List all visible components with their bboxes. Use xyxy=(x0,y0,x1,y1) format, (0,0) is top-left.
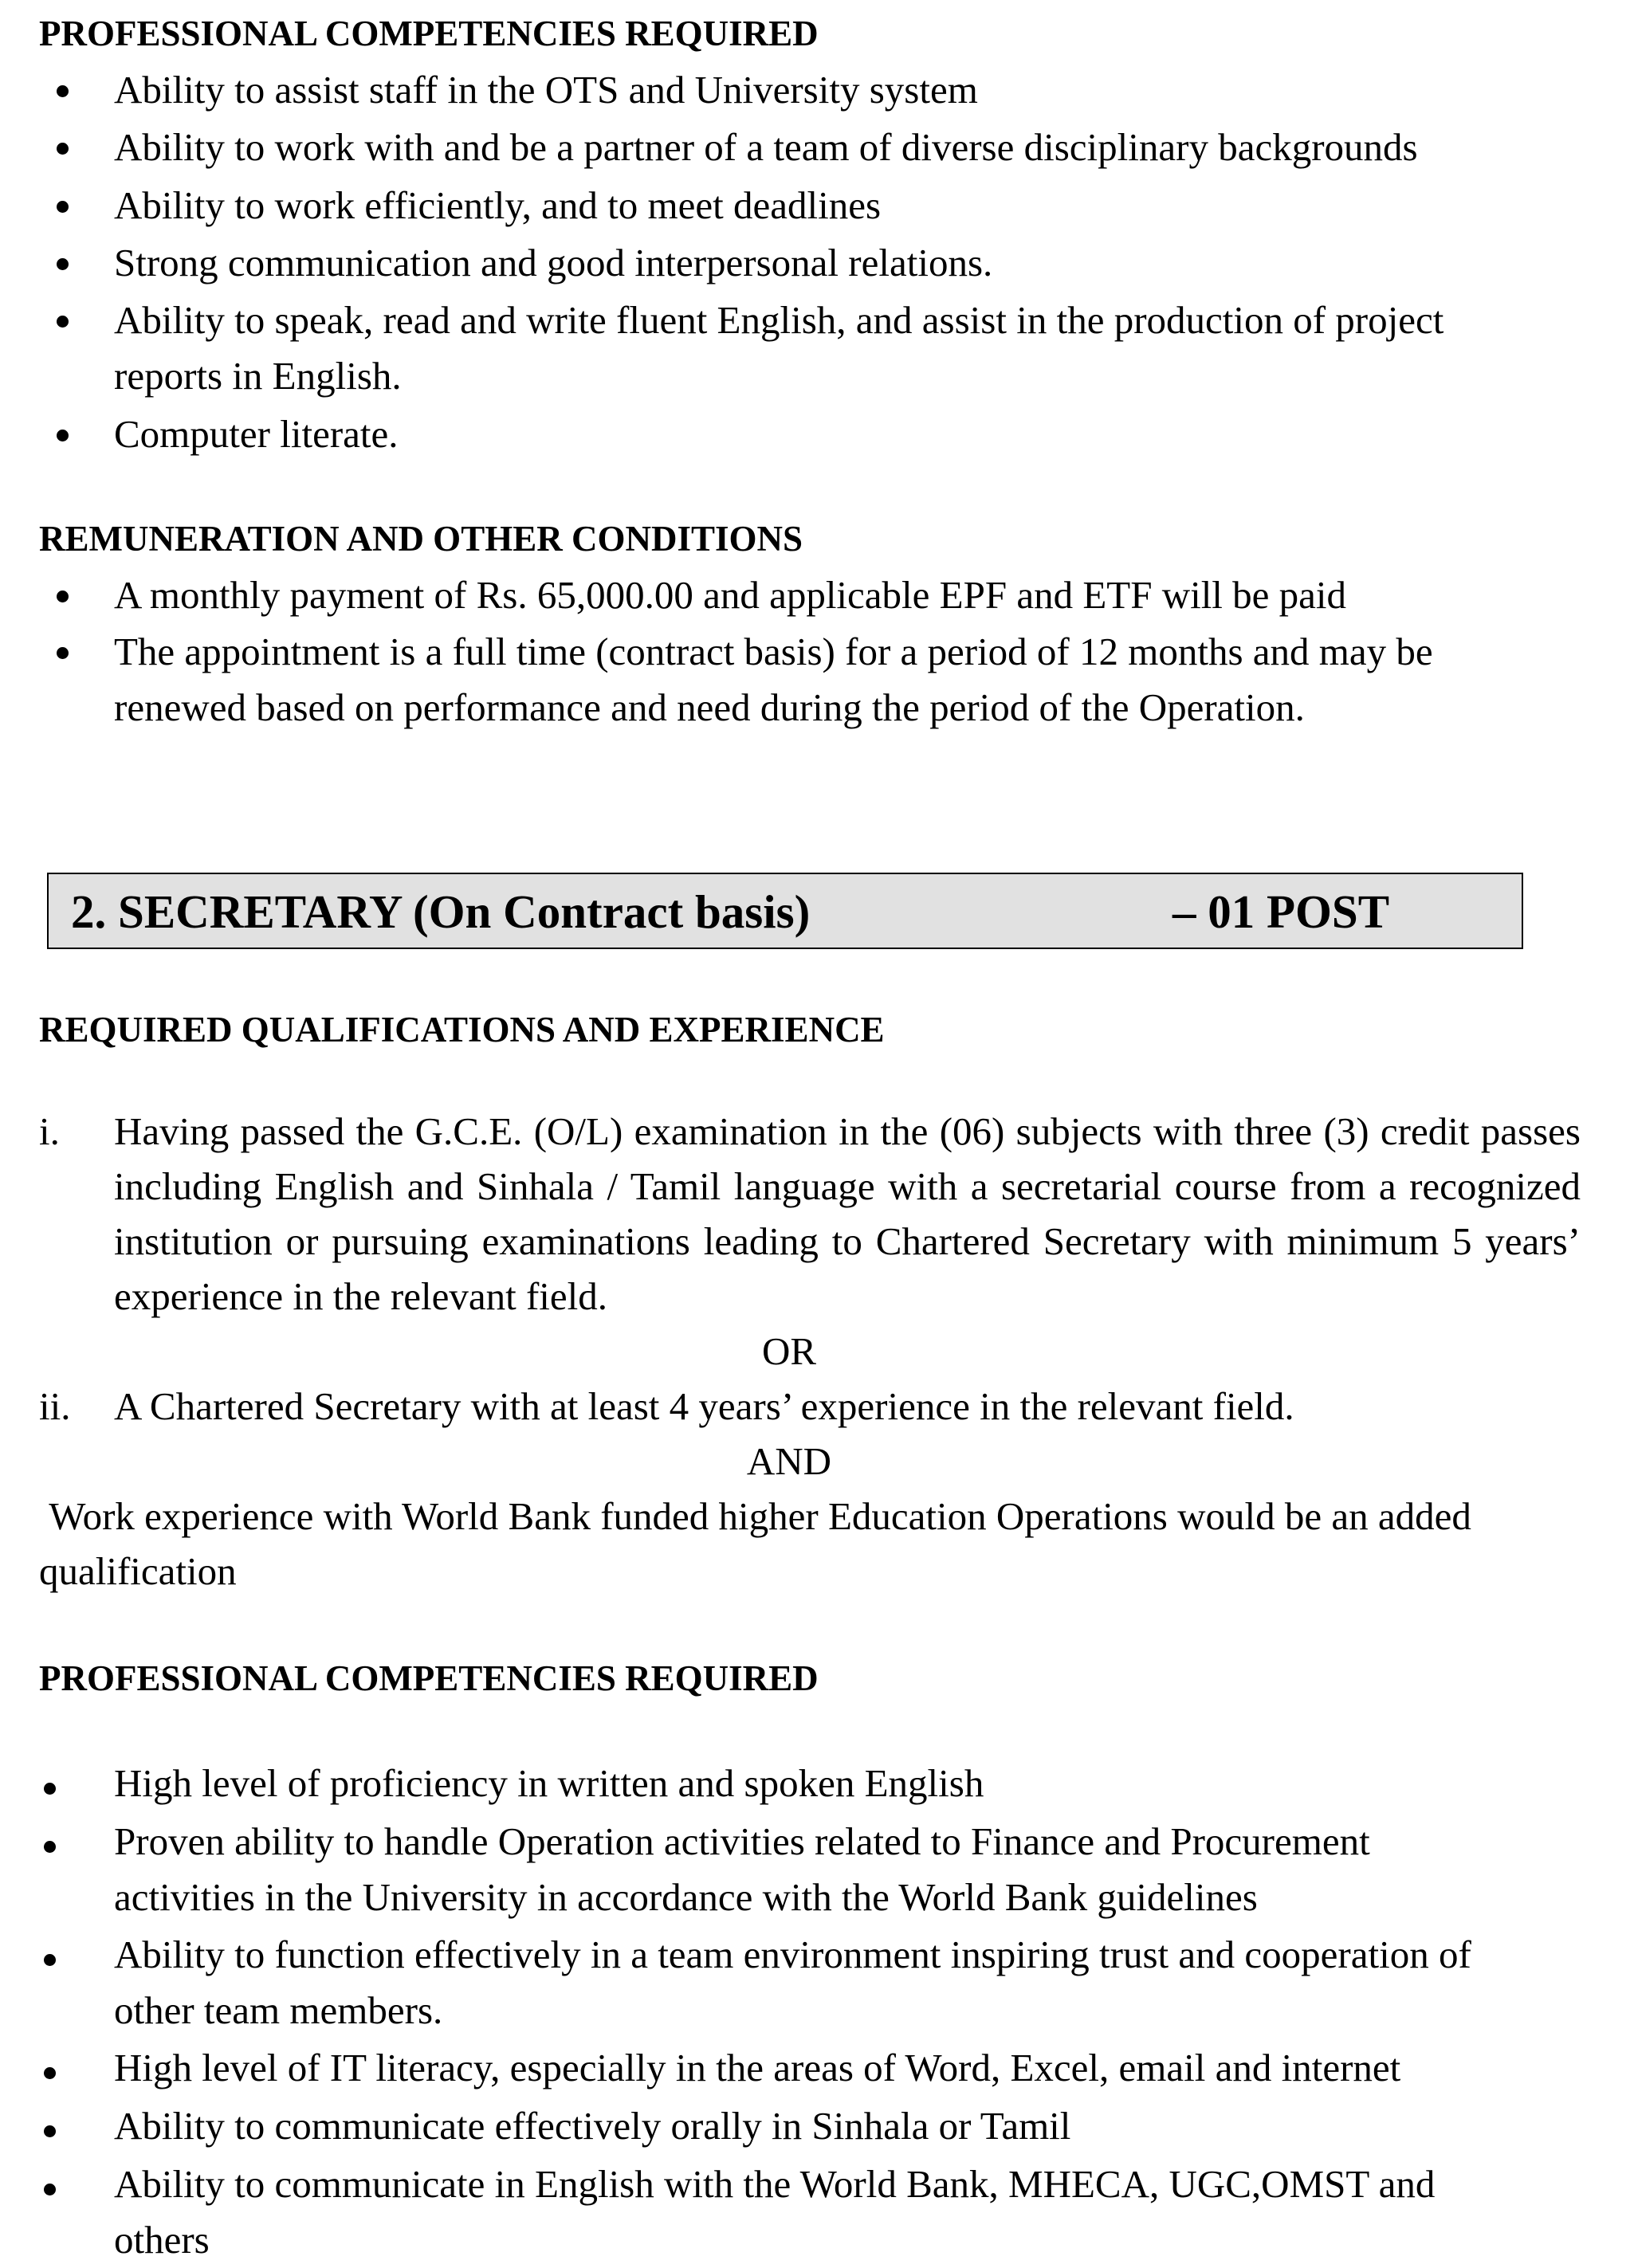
bullet-icon xyxy=(57,143,69,155)
list-item-text: Ability to assist staff in the OTS and University system xyxy=(114,68,978,112)
remuneration-heading: REMUNERATION AND OTHER CONDITIONS xyxy=(39,519,803,559)
list-item-text: Computer literate. xyxy=(114,412,399,456)
added-qualification-text: Work experience with World Bank funded higher Education Operations would be an added qualification xyxy=(39,1494,1482,1593)
list-item-text: Ability to communicate effectively orally in Sinhala or Tamil xyxy=(114,2104,1071,2148)
competencies-heading: PROFESSIONAL COMPETENCIES REQUIRED xyxy=(39,1658,819,1698)
bullet-icon xyxy=(44,1954,56,1966)
qualification-text: A Chartered Secretary with at least 4 years’ experience in the relevant field. xyxy=(114,1384,1294,1428)
qualification-number: i. xyxy=(39,1109,60,1153)
list-item-text: Ability to communicate in English with the World Bank, MHECA, UGC,OMST and others xyxy=(114,2162,1436,2262)
or-separator: OR xyxy=(761,1329,817,1373)
bullet-icon xyxy=(57,258,69,270)
list-item-text: Strong communication and good interpersonal relations. xyxy=(114,241,993,284)
bullet-icon xyxy=(44,1783,56,1795)
qualifications-heading: REQUIRED QUALIFICATIONS AND EXPERIENCE xyxy=(39,1010,885,1050)
bullet-icon xyxy=(57,85,69,97)
list-item-text: High level of proficiency in written and spoken English xyxy=(114,1761,984,1805)
bullet-icon xyxy=(44,2184,56,2195)
list-item-text: High level of IT literacy, especially in the areas of Word, Excel, email and internet xyxy=(114,2046,1401,2089)
post-title-box xyxy=(47,873,1523,949)
qualification-text: Having passed the G.C.E. (O/L) examination in the (06) subjects with three (3) credit passes including English and Sinhala / Tamil language with a secretarial course from a recognized institution or pursuing examinations leading to Chartered Secretary with minimum 5 years’ experience in the relevant field. xyxy=(114,1109,1581,1318)
list-item-text: Ability to work with and be a partner of a team of diverse disciplinary backgrounds xyxy=(114,125,1418,169)
list-item-text: Ability to work efficiently, and to meet deadlines xyxy=(114,183,882,227)
bullet-icon xyxy=(44,2125,56,2137)
post-title: 2. SECRETARY (On Contract basis) xyxy=(71,885,811,938)
bullet-icon xyxy=(44,1841,56,1853)
competencies-heading: PROFESSIONAL COMPETENCIES REQUIRED xyxy=(39,14,819,53)
list-item-text: Proven ability to handle Operation activities related to Finance and Procurement activities in the University in accordance with the World Bank guidelines xyxy=(114,1819,1370,1919)
bullet-icon xyxy=(57,430,69,441)
bullet-icon xyxy=(57,201,69,213)
list-item-text: The appointment is a full time (contract basis) for a period of 12 months and may be renewed based on performance and need during the period of the Operation. xyxy=(114,630,1433,729)
bullet-icon xyxy=(57,591,69,602)
post-count: – 01 POST xyxy=(1172,885,1390,938)
bullet-icon xyxy=(44,2067,56,2079)
and-separator: AND xyxy=(746,1439,832,1483)
bullet-icon xyxy=(57,647,69,659)
bullet-icon xyxy=(57,316,69,328)
list-item-text: Ability to function effectively in a team environment inspiring trust and cooperation of other team members. xyxy=(114,1933,1471,2032)
qualification-number: ii. xyxy=(39,1384,71,1428)
list-item-text: A monthly payment of Rs. 65,000.00 and applicable EPF and ETF will be paid xyxy=(114,573,1347,617)
list-item-text: Ability to speak, read and write fluent English, and assist in the production of project reports in English. xyxy=(114,298,1444,398)
